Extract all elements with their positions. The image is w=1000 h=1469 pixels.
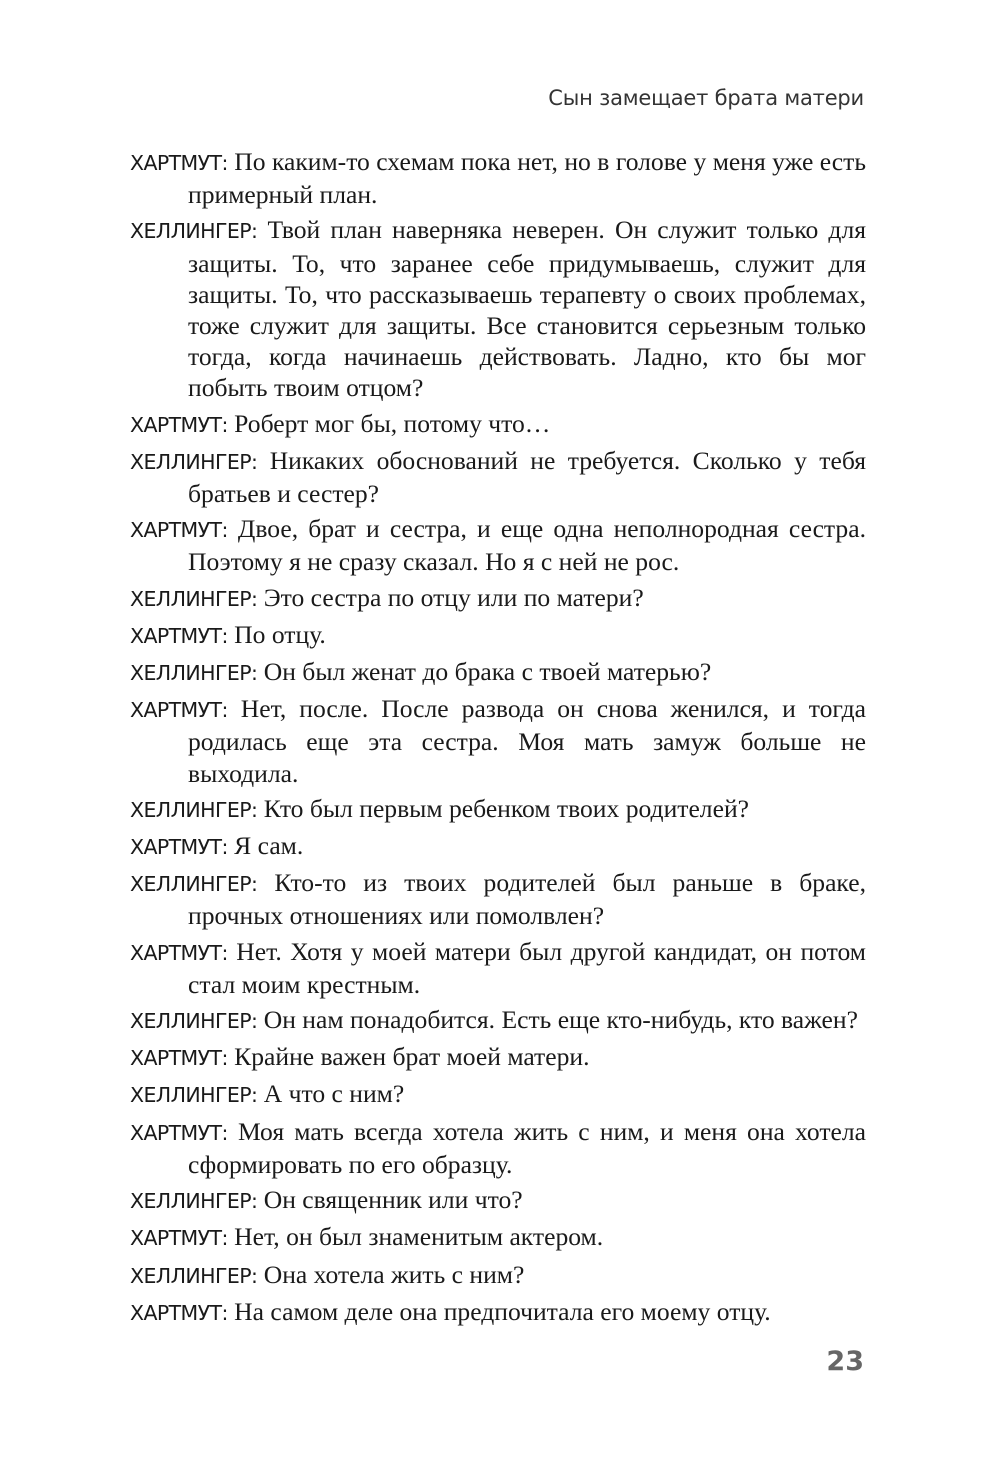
line-text: Нет, он был знаменитым актером. [234,1222,604,1252]
running-header: Сын замещает брата матери [548,86,864,110]
dialogue-line [130,408,866,441]
speaker-name: ХЕЛЛИНГЕР: [130,449,258,474]
speaker-name: ХАРТМУТ: [130,412,228,437]
speaker-name: ХЕЛЛИНГЕР: [130,872,258,897]
speaker-name: ХАРТМУТ: [130,698,228,723]
dialogue-line [130,146,866,210]
speaker-name: ХЕЛЛИНГЕР: [130,797,258,822]
line-text: Моя мать всегда хотела жить с ним, и меня она хотела сформировать по его образцу. [188,1116,866,1179]
speaker-name: ХЕЛЛИНГЕР: [130,219,258,244]
speaker-name: ХАРТМУТ: [130,1226,228,1251]
line-text: Двое, брат и сестра, и еще одна неполнородная сестра. Поэтому я не сразу сказал. Но я с ней не рос. [188,514,866,577]
line-text: Крайне важен брат моей матери. [234,1042,590,1072]
line-text: Я сам. [234,831,304,861]
speaker-name: ХЕЛЛИНГЕР: [130,1189,258,1214]
dialogue-line [130,656,866,689]
line-text: А что с ним? [263,1079,405,1109]
line-text: По отцу. [234,619,326,649]
dialogue-line [130,1078,866,1111]
dialogue-line [130,1221,866,1254]
speaker-name: ХАРТМУТ: [130,151,228,175]
speaker-name: ХАРТМУТ: [130,1120,228,1145]
line-text: На самом деле она предпочитала его моему отцу. [234,1296,771,1326]
line-text: Нет, после. После развода он снова женился, и тогда родилась еще эта сестра. Моя мать замуж больше не выходила. [188,694,866,788]
dialogue-line [130,693,866,789]
dialogue-line [130,1041,866,1074]
dialogue-line [130,936,866,1000]
speaker-name: ХЕЛЛИНГЕР: [130,661,258,686]
line-text: Никаких обоснований не требуется. Сколько у тебя братьев и сестер? [188,445,866,509]
speaker-name: ХЕЛЛИНГЕР: [130,1263,258,1288]
page-number: 23 [826,1346,864,1377]
dialogue-line [130,513,866,577]
line-text: Он священник или что? [263,1185,523,1215]
dialogue-line [130,793,866,826]
dialogue-line [130,1184,866,1217]
dialogue-line [130,867,866,931]
speaker-name: ХЕЛЛИНГЕР: [130,1009,258,1034]
dialogue-line [130,445,866,509]
line-text: Он нам понадобится. Есть еще кто-нибудь, кто важен? [263,1005,858,1035]
speaker-name: ХЕЛЛИНГЕР: [130,1083,258,1108]
dialogue-line [130,1296,866,1329]
line-text: Это сестра по отцу или по матери? [263,582,644,612]
dialogue-line [130,1116,866,1180]
dialogue-line [130,214,866,403]
line-text: Кто-то из твоих родителей был раньше в браке, прочных отношениях или помолвлен? [188,868,866,931]
dialogue-line [130,830,866,863]
speaker-name: ХАРТМУТ: [130,623,228,648]
line-text: Нет. Хотя у моей матери был другой кандидат, он потом стал моим крестным. [188,936,866,999]
line-text: По каким-то схемам пока нет, но в голове у меня уже есть примерный план. [188,147,866,210]
line-text: Он был женат до брака с твоей матерью? [263,657,712,687]
dialogue-line [130,582,866,615]
speaker-name: ХАРТМУТ: [130,835,228,860]
speaker-name: ХАРТМУТ: [130,1300,228,1325]
line-text: Кто был первым ребенком твоих родителей? [263,793,749,823]
dialogue-line [130,619,866,652]
dialogue-line [130,1259,866,1292]
line-text: Твой план наверняка неверен. Он служит только для защиты. То, что заранее себе придумываешь, служит для защиты. То, что рассказываешь терапевту о своих проблемах, тоже служит для защиты. Все становится серьезным только тогда, когда начинаешь действовать. Ладно, кто бы мог побыть твоим отцом? [188,215,866,403]
speaker-name: ХАРТМУТ: [130,518,228,543]
dialogue-line [130,1004,866,1037]
dialogue [130,146,866,1333]
speaker-name: ХЕЛЛИНГЕР: [130,586,258,611]
line-text: Она хотела жить с ним? [263,1259,525,1289]
line-text: Роберт мог бы, потому что… [234,408,551,438]
speaker-name: ХАРТМУТ: [130,940,228,965]
speaker-name: ХАРТМУТ: [130,1046,228,1071]
